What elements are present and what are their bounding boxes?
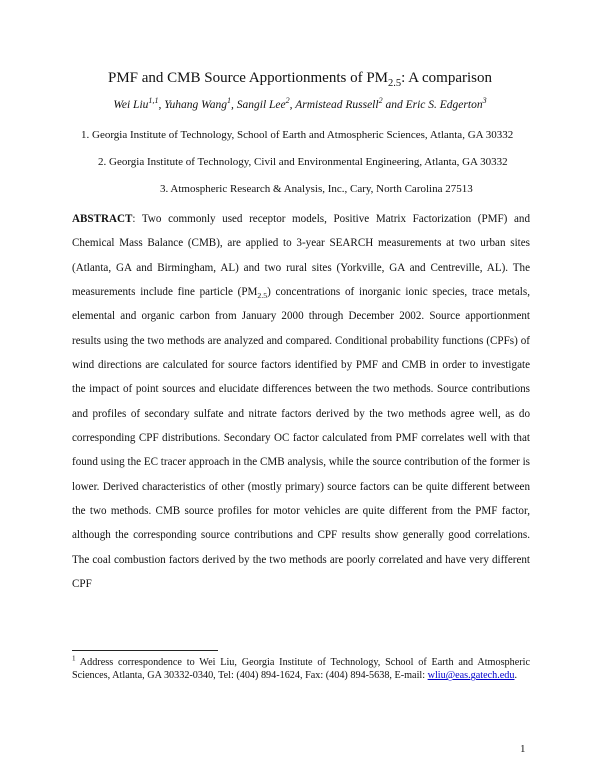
abstract-label: ABSTRACT xyxy=(72,213,133,225)
affiliation-3: 3. Atmospheric Research & Analysis, Inc., Cary, North Carolina 27513 xyxy=(160,183,473,195)
affiliation-1: 1. Georgia Institute of Technology, School of Earth and Atmospheric Sciences, Atlanta, GA 30332 xyxy=(81,129,514,141)
author-list: Wei Liu$^{1,1}$, Yuhang Wang$^1$, Sangil Lee$^2$, Armistead Russell$^2$ and Eric S. Edgerton$^3$ xyxy=(113,96,487,111)
footnote-divider xyxy=(72,650,218,651)
email-link[interactable]: wliu@eas.gatech.edu xyxy=(427,670,515,682)
affiliation-2: 2. Georgia Institute of Technology, Civil and Environmental Engineering, Atlanta, GA 30332 xyxy=(98,156,508,168)
footnote: $^1$ Address correspondence to Wei Liu, Georgia Institute of Technology, School of Earth and Atmospheric Sciences, Atlanta, GA 30332-0340, Tel: (404) 894-1624, Fax: (404) 894-5638, E-mail: wliu@eas.gatech.edu. xyxy=(72,654,530,682)
page-number: 1 xyxy=(520,743,526,755)
abstract-paragraph: ABSTRACT: Two commonly used receptor models, Positive Matrix Factorization (PMF) and Chemical Mass Balance (CMB), are applied to 3-year SEARCH measurements at two urban sites (Atlanta, GA and Birmingham, AL) and two rural sites (Yorkville, GA and Centreville, AL). The measurements include fine particle $(PM_{2.5})$ concentrations of inorganic ionic species, trace metals, elemental and organic carbon from January 2000 through December 2002. Source apportionment results using the two methods are analyzed and compared. Conditional probability functions (CPFs) of wind directions are calculated for source factors identified by PMF and CMB in order to investigate the impact of point sources and elucidate differences between the two methods. Source contributions and profiles of secondary sulfate and nitrate factors derived by the two methods agree well, as do corresponding CPF distributions. Secondary OC factor calculated from PMF correlates well with that found using the EC tracer approach in the CMB analysis, while the source contribution of the former is lower. Derived characteristics of other (mostly primary) source factors can be quite different between the two methods. CMB source profiles for motor vehicles are quite different from the PMF factor, although the corresponding source contributions and CPF results show generally good correlations. The coal combustion factors derived by the two methods are poorly correlated and have very different CPF xyxy=(72,213,530,591)
paper-title: PMF and CMB Source Apportionments of $PM_{2.5}$: A comparison xyxy=(108,70,492,89)
